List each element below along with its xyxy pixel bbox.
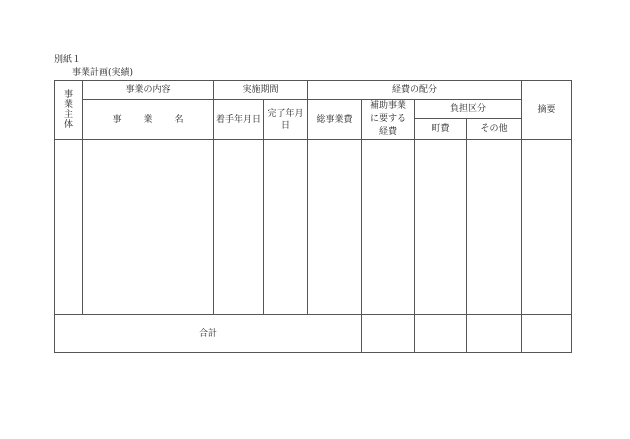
- total-town-cost[interactable]: [415, 315, 467, 353]
- header-period-group: 実施期間: [214, 81, 308, 100]
- header-row-2: [55, 100, 572, 119]
- cell-town-cost[interactable]: [415, 140, 467, 315]
- header-row-1: [55, 81, 572, 100]
- total-subsidy-cost[interactable]: [362, 315, 415, 353]
- header-start-date: 着手年月日: [214, 100, 264, 140]
- total-label: 合計: [55, 315, 362, 353]
- total-other-cost[interactable]: [467, 315, 522, 353]
- cell-project-name[interactable]: [83, 140, 214, 315]
- document-title: 事業計画(実績): [72, 68, 134, 78]
- project-name-char-3: 名: [174, 114, 184, 125]
- cell-start-date[interactable]: [214, 140, 264, 315]
- project-name-char-2: 業: [143, 114, 153, 125]
- total-remarks[interactable]: [522, 315, 572, 353]
- header-end-date: 完了年月日: [264, 100, 308, 140]
- header-total-cost: 総事業費: [308, 100, 362, 140]
- header-burden-group: 負担区分: [415, 100, 522, 119]
- header-town-cost: 町費: [415, 119, 467, 140]
- header-remarks: 摘要: [522, 81, 572, 140]
- project-name-char-1: 事: [112, 114, 122, 125]
- header-other-cost: その他: [467, 119, 522, 140]
- document-label: 別紙１: [54, 55, 82, 65]
- cell-other-cost[interactable]: [467, 140, 522, 315]
- cell-entity[interactable]: [55, 140, 83, 315]
- header-allocation-group: 経費の配分: [308, 81, 522, 100]
- cell-remarks[interactable]: [522, 140, 572, 315]
- header-subsidy-cost: 補助事業に要する経費: [362, 100, 415, 140]
- cell-total-cost[interactable]: [308, 140, 362, 315]
- header-entity: 事業主体: [55, 81, 83, 140]
- header-content-group: 事業の内容: [83, 81, 214, 100]
- cell-subsidy-cost[interactable]: [362, 140, 415, 315]
- total-row: [55, 315, 572, 353]
- header-project-name: [83, 100, 214, 140]
- cell-end-date[interactable]: [264, 140, 308, 315]
- project-plan-table: [54, 80, 572, 353]
- data-row: [55, 140, 572, 315]
